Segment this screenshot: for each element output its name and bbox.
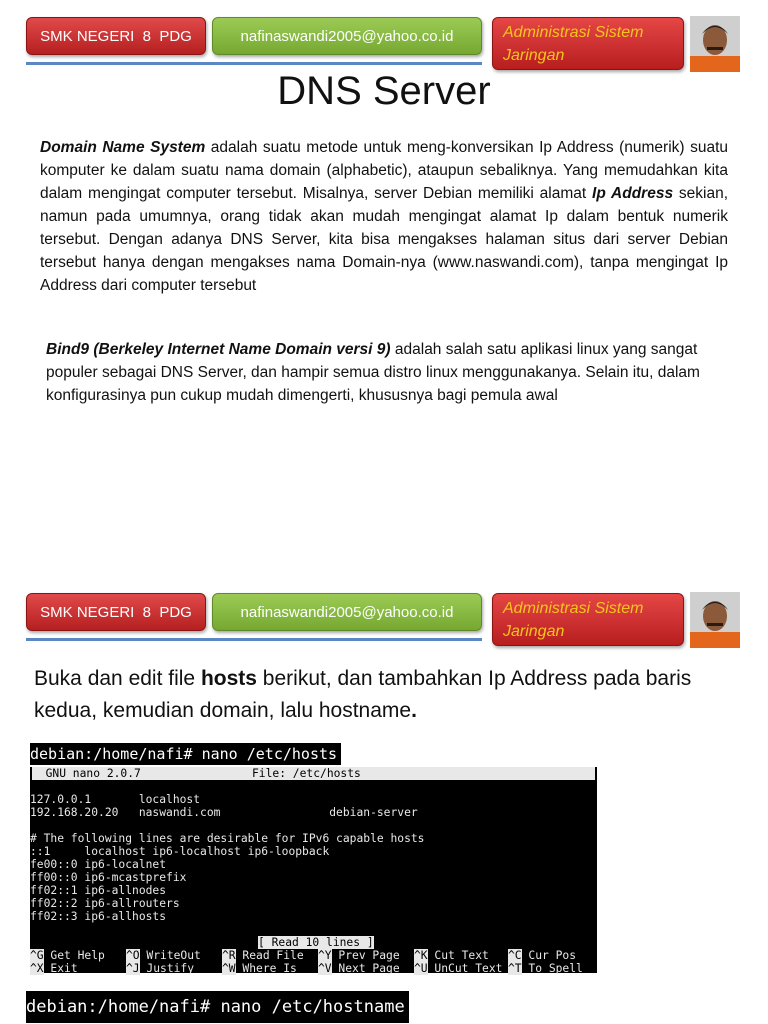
email-badge	[212, 17, 482, 55]
hosts-line: 127.0.0.1 localhost	[30, 793, 201, 806]
hosts-line: ::1 localhost ip6-localhost ip6-loopback	[30, 845, 330, 858]
shortcut-key: ^Y	[318, 949, 332, 962]
shortcut-key: ^K	[414, 949, 428, 962]
shortcut-label: WriteOut	[139, 949, 201, 962]
hosts-line: ff02::1 ip6-allnodes	[30, 884, 167, 897]
email-badge	[212, 593, 482, 631]
hosts-line: ff02::3 ip6-allhosts	[30, 910, 167, 923]
header-divider	[26, 62, 482, 65]
hosts-line: # The following lines are desirable for IPv6 capable hosts	[30, 832, 425, 845]
course-badge	[492, 593, 684, 646]
shortcut-justify	[126, 962, 194, 975]
instruction-text-b: berikut, dan tambahkan Ip Address pada baris kedua, kemudian domain, lalu hostname	[34, 667, 692, 722]
dns-description-text-a: adalah suatu metode untuk meng-konversikan Ip Address (numerik) suatu komputer ke dalam suatu nama domain (alphabetic), ataupun sebaliknya. Yang memudahkan kita dalam mengingat computer tersebut. Misalnya, server Debian memiliki alamat	[40, 139, 728, 202]
shortcut-key: ^W	[222, 962, 236, 975]
course-line-1: Administrasi Sistem	[503, 23, 644, 41]
shortcut-key: ^O	[126, 949, 140, 962]
header-divider	[26, 638, 482, 641]
shortcut-where-is	[222, 962, 297, 975]
course-line-1: Administrasi Sistem	[503, 599, 644, 617]
term-domain-name-system: Domain Name System	[40, 139, 206, 156]
school-label: SMK NEGERI 8 PDG	[40, 603, 192, 621]
shortcut-label: Read File	[235, 949, 304, 962]
dns-description-text-b: sekian, namun pada umumnya, orang tidak akan mudah mengingat alamat Ip dalam bentuk numerik tersebut. Dengan adanya DNS Server, kita bisa mengakses halaman situs dari server Debian tersebut hanya dengan mengakses nama Domain-nya (www.naswandi.com), tanpa mengingat Ip Address dari computer tersebut	[40, 185, 729, 294]
shortcut-label: UnCut Text	[427, 962, 503, 975]
instruction-hosts-word: hosts	[200, 667, 257, 690]
shortcut-label: To Spell	[521, 962, 583, 975]
shortcut-label: Exit	[43, 962, 78, 975]
shortcut-key: ^J	[126, 962, 140, 975]
email-label: nafinaswandi2005@yahoo.co.id	[240, 27, 454, 45]
shortcut-read-file	[222, 949, 304, 962]
course-line-2: Jaringan	[503, 46, 565, 64]
shortcut-exit	[30, 962, 78, 975]
shortcut-writeout	[126, 949, 201, 962]
shortcut-label: Cut Text	[427, 949, 489, 962]
shortcut-key: ^G	[30, 949, 44, 962]
hosts-line: ff02::2 ip6-allrouters	[30, 897, 180, 910]
shortcut-key: ^X	[30, 962, 44, 975]
email-label: nafinaswandi2005@yahoo.co.id	[240, 603, 454, 621]
shortcut-label: Cur Pos	[521, 949, 577, 962]
shortcut-uncut-text	[414, 962, 502, 975]
hosts-line: 192.168.20.20 naswandi.com debian-server	[30, 806, 418, 819]
instruction-end: .	[411, 699, 417, 722]
course-line-2: Jaringan	[503, 622, 565, 640]
shortcut-key: ^T	[508, 962, 522, 975]
slide-hosts-edit	[0, 585, 768, 1024]
command-nano-hostname: debian:/home/nafi# nano /etc/hostname	[26, 991, 409, 1023]
shortcut-prev-page	[318, 949, 400, 962]
page-title: DNS Server	[277, 69, 491, 113]
author-photo	[690, 16, 740, 72]
shortcut-label: Get Help	[43, 949, 105, 962]
term-ip-address: Ip Address	[592, 185, 674, 202]
shortcut-label: Next Page	[331, 962, 400, 975]
author-photo	[690, 592, 740, 648]
shortcut-to-spell	[508, 962, 583, 975]
instruction-text-a: Buka dan edit file	[34, 667, 201, 690]
nano-version: GNU nano 2.0.7	[32, 767, 141, 780]
shortcut-get-help	[30, 949, 105, 962]
dns-description	[40, 136, 728, 297]
bind9-description-text: adalah salah satu aplikasi linux yang sangat populer sebagai DNS Server, dan hampir semua distro linux menggunakanya. Selain itu, dalam konfigurasinya pun cukup mudah dimengerti, khususnya bagi pemula awal	[46, 341, 700, 404]
shortcut-key: ^C	[508, 949, 522, 962]
course-badge	[492, 17, 684, 70]
shortcut-label: Prev Page	[331, 949, 400, 962]
school-badge	[26, 17, 206, 55]
nano-file-label: File: /etc/hosts	[252, 767, 361, 780]
term-bind9: Bind9 (Berkeley Internet Name Domain versi 9)	[46, 341, 391, 358]
shortcut-key: ^R	[222, 949, 236, 962]
shortcut-cur-pos	[508, 949, 576, 962]
shortcut-cut-text	[414, 949, 489, 962]
nano-terminal	[30, 767, 597, 973]
hosts-line: ff00::0 ip6-mcastprefix	[30, 871, 187, 884]
shortcut-label: Justify	[139, 962, 195, 975]
hosts-line: fe00::0 ip6-localnet	[30, 858, 167, 871]
shortcut-key: ^V	[318, 962, 332, 975]
shortcut-key: ^U	[414, 962, 428, 975]
nano-title-bar	[32, 767, 595, 780]
bind9-description	[46, 338, 726, 407]
shortcut-next-page	[318, 962, 400, 975]
hosts-instruction	[34, 663, 734, 727]
command-nano-hosts: debian:/home/nafi# nano /etc/hosts	[30, 743, 341, 765]
nano-status: [ Read 10 lines ]	[258, 936, 374, 949]
school-badge	[26, 593, 206, 631]
shortcut-label: Where Is	[235, 962, 297, 975]
school-label: SMK NEGERI 8 PDG	[40, 27, 192, 45]
